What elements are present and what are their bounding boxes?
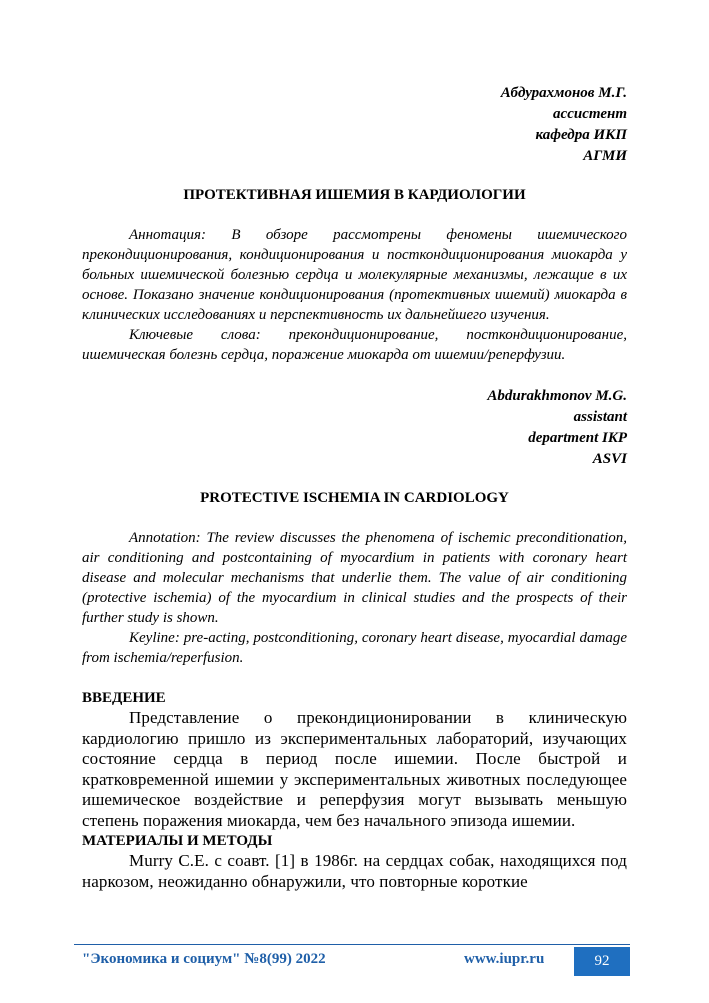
en-article-title: PROTECTIVE ISCHEMIA IN CARDIOLOGY [200,490,509,506]
ru-author-department: кафедра ИКП [535,127,627,143]
en-author-name: Abdurakhmonov M.G. [487,388,627,404]
ru-author-institution: АГМИ [583,148,627,164]
ru-author-block [82,83,627,167]
ru-annotation: Аннотация: В обзоре рассмотрены феномены ишемического прекондиционирования, кондиционирования и посткондиционирования миокарда у больных ишемической болезнью сердца и молекулярные механизмы, лежащие в их основе. Показано значение кондиционирования (протективных ишемий) миокарда в клинических исследованиях и перспективность их дальнейшего изучения. [82,227,627,323]
footer-journal-name: "Экономика и социум" №8(99) 2022 [82,951,326,967]
intro-heading: ВВЕДЕНИЕ [82,690,166,706]
footer-divider [74,944,630,945]
footer-page-number: 92 [574,947,630,976]
ru-author-position: ассистент [553,106,627,122]
ru-keywords: Ключевые слова: прекондиционирование, посткондиционирование, ишемическая болезнь сердца, поражение миокарда от ишемии/реперфузии. [82,327,627,363]
en-author-position: assistant [573,409,627,425]
en-author-institution: ASVI [592,451,627,467]
ru-author-name: Абдурахмонов М.Г. [500,85,627,101]
methods-heading: МАТЕРИАЛЫ И МЕТОДЫ [82,833,273,849]
methods-paragraph: Murry С.Е. с соавт. [1] в 1986г. на сердцах собак, находящихся под наркозом, неожиданно обнаружили, что повторные короткие [82,851,627,891]
ru-article-title: ПРОТЕКТИВНАЯ ИШЕМИЯ В КАРДИОЛОГИИ [183,187,526,203]
en-keywords: Keyline: pre-acting, postconditioning, coronary heart disease, myocardial damage from ischemia/reperfusion. [82,630,627,666]
page-footer [74,947,630,977]
en-annotation: Annotation: The review discusses the phenomena of ischemic preconditionation, air conditioning and postcontaining of myocardium in patients with coronary heart disease and molecular mechanisms that underlie them. The value of air conditioning (protective ischemia) of the myocardium in clinical studies and the prospects of their further study is shown. [82,530,627,626]
intro-paragraph: Представление о прекондиционировании в клиническую кардиологию пришло из экспериментальных лабораторий, изучающих состояние сердца в период после ишемии. После быстрой и кратковременной ишемии у экспериментальных животных последующее ишемическое воздействие и реперфузия могут вызывать меньшую степень поражения миокарда, чем без начального эпизода ишемии. [82,708,627,830]
article-page [82,82,627,892]
en-author-department: department IKP [528,430,627,446]
footer-website-link[interactable]: www.iupr.ru [464,951,545,967]
en-author-block [82,386,627,470]
